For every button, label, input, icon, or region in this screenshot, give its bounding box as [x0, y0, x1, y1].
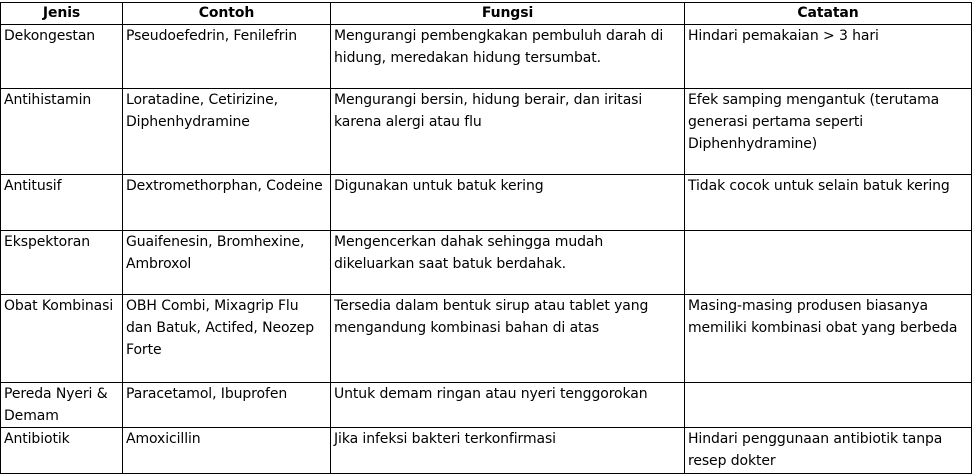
- drug-table: [0, 2, 972, 474]
- cell-catatan: Tidak cocok untuk selain batuk kering: [685, 175, 972, 231]
- table-row: [1, 295, 972, 383]
- cell-fungsi: Mengurangi pembengkakan pembuluh darah di hidung, meredakan hidung tersumbat.: [331, 25, 685, 89]
- cell-fungsi: Untuk demam ringan atau nyeri tenggorokan: [331, 383, 685, 428]
- table-row: [1, 428, 972, 474]
- cell-catatan: [685, 383, 972, 428]
- cell-contoh: Amoxicillin: [123, 428, 331, 474]
- cell-contoh: Loratadine, Cetirizine, Diphenhydramine: [123, 89, 331, 175]
- cell-fungsi: Mengencerkan dahak sehingga mudah dikeluarkan saat batuk berdahak.: [331, 231, 685, 295]
- cell-contoh: Paracetamol, Ibuprofen: [123, 383, 331, 428]
- header-contoh: Contoh: [123, 3, 331, 25]
- table-row: [1, 175, 972, 231]
- cell-jenis: Pereda Nyeri & Demam: [1, 383, 123, 428]
- cell-contoh: Guaifenesin, Bromhexine, Ambroxol: [123, 231, 331, 295]
- header-row: [1, 3, 972, 25]
- table-row: [1, 231, 972, 295]
- cell-catatan: Hindari penggunaan antibiotik tanpa resep dokter: [685, 428, 972, 474]
- table-row: [1, 383, 972, 428]
- cell-catatan: Hindari pemakaian > 3 hari: [685, 25, 972, 89]
- cell-fungsi: Jika infeksi bakteri terkonfirmasi: [331, 428, 685, 474]
- cell-contoh: Dextromethorphan, Codeine: [123, 175, 331, 231]
- table-row: [1, 25, 972, 89]
- cell-jenis: Obat Kombinasi: [1, 295, 123, 383]
- header-fungsi: Fungsi: [331, 3, 685, 25]
- cell-jenis: Antitusif: [1, 175, 123, 231]
- cell-fungsi: Digunakan untuk batuk kering: [331, 175, 685, 231]
- table-row: [1, 89, 972, 175]
- header-catatan: Catatan: [685, 3, 972, 25]
- cell-fungsi: Mengurangi bersin, hidung berair, dan iritasi karena alergi atau flu: [331, 89, 685, 175]
- cell-jenis: Antihistamin: [1, 89, 123, 175]
- cell-contoh: OBH Combi, Mixagrip Flu dan Batuk, Actifed, Neozep Forte: [123, 295, 331, 383]
- cell-jenis: Dekongestan: [1, 25, 123, 89]
- cell-catatan: [685, 231, 972, 295]
- header-jenis: Jenis: [1, 3, 123, 25]
- cell-jenis: Antibiotik: [1, 428, 123, 474]
- cell-fungsi: Tersedia dalam bentuk sirup atau tablet yang mengandung kombinasi bahan di atas: [331, 295, 685, 383]
- cell-contoh: Pseudoefedrin, Fenilefrin: [123, 25, 331, 89]
- cell-jenis: Ekspektoran: [1, 231, 123, 295]
- cell-catatan: Masing-masing produsen biasanya memiliki kombinasi obat yang berbeda: [685, 295, 972, 383]
- cell-catatan: Efek samping mengantuk (terutama generasi pertama seperti Diphenhydramine): [685, 89, 972, 175]
